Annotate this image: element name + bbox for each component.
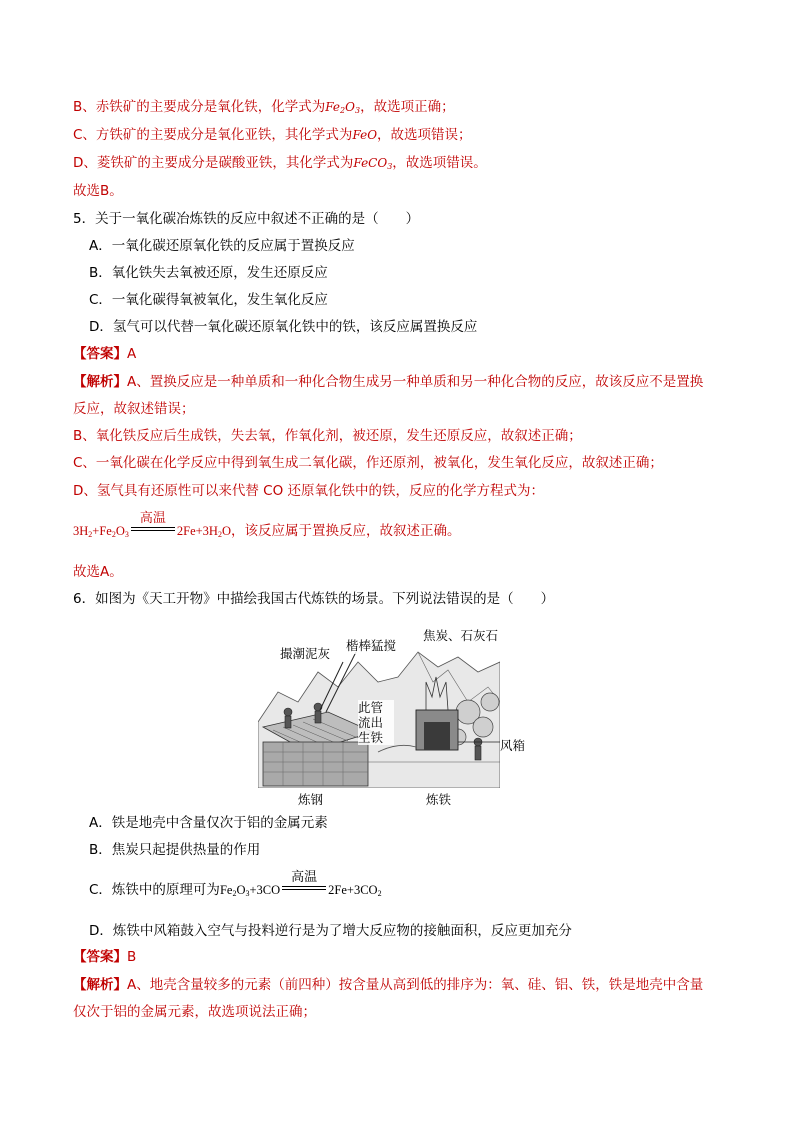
answer-value: B	[127, 949, 137, 965]
caption-steelmaking: 炼钢	[298, 792, 324, 807]
q6-option-c-prefix: C．炼铁中的原理可为	[89, 882, 220, 898]
q5-answer	[73, 344, 136, 364]
q5-equation-line	[73, 511, 461, 545]
label-bellows: 风箱	[500, 738, 526, 753]
label-mud-ash: 撮潮泥灰	[280, 646, 331, 661]
q5-analysis-a1	[73, 372, 703, 392]
answer-tag: 【答案】	[73, 949, 127, 965]
analysis-text: A、置换反应是一种单质和一种化合物生成另一种单质和另一种化合物的反应，故该反应不是置换	[127, 374, 704, 390]
equation-products: $2Fe+3H_2O$	[176, 524, 231, 539]
ironmaking-illustration	[258, 628, 526, 807]
label-coke-limestone: 焦炭、石灰石	[423, 628, 499, 643]
q6-analysis-a1	[73, 975, 703, 995]
prev-answer-d	[73, 153, 487, 177]
label-pig-iron-pipe: 此管流出生铁	[358, 700, 394, 745]
q5-option-c: C．一氧化碳得氧被氧化，发生氧化反应	[89, 292, 328, 308]
equation-fe2o3-co: $Fe_2O_3+3CO$	[219, 883, 281, 898]
q6-answer	[73, 947, 136, 967]
q5-option-d: D．氢气可以代替一氧化碳还原氧化铁中的铁，该反应属置换反应	[89, 319, 478, 335]
q5-analysis-a2: 反应，故叙述错误；	[73, 401, 195, 417]
analysis-tag: 【解析】	[73, 977, 127, 993]
q6-option-d: D．炼铁中风箱鼓入空气与投料逆行是为了增大反应物的接触面积，反应更加充分	[89, 923, 572, 939]
q5-option-a: A．一氧化碳还原氧化铁的反应属于置换反应	[89, 238, 355, 254]
q5-analysis-d: D、氢气具有还原性可以来代替 CO 还原氧化铁中的铁，反应的化学方程式为：	[73, 483, 545, 499]
analysis-text: A、地壳含量较多的元素（前四种）按含量从高到低的排序为：氧、硅、铝、铁，铁是地壳中含量	[127, 977, 704, 993]
prev-conclusion: 故选B。	[73, 183, 123, 199]
answer-value: A	[127, 346, 137, 362]
formula-feco3: FeCO$_3$	[353, 156, 393, 171]
prev-answer-b-tail: ，故选项正确；	[360, 99, 455, 115]
analysis-tag: 【解析】	[73, 374, 127, 390]
q5-stem: 5．关于一氧化碳冶炼铁的反应中叙述不正确的是（ ）	[73, 211, 420, 227]
prev-answer-b-text: B、赤铁矿的主要成分是氧化铁，化学式为	[73, 99, 326, 115]
equation-arrow	[131, 511, 175, 537]
q6-option-b: B．焦炭只起提供热量的作用	[89, 842, 261, 858]
q6-option-a: A．铁是地壳中含量仅次于铝的金属元素	[89, 815, 328, 831]
q5-conclusion: 故选A。	[73, 564, 123, 580]
caption-ironmaking: 炼铁	[426, 792, 452, 807]
q5-analysis-c: C、一氧化碳在化学反应中得到氧生成二氧化碳，作还原剂，被氧化，发生氧化反应，故叙述正确；	[73, 455, 663, 471]
q6-option-c	[89, 870, 382, 904]
q5-option-b: B．氧化铁失去氧被还原，发生还原反应	[89, 265, 328, 281]
equation-condition: 高温	[139, 511, 166, 526]
q5-analysis-b: B、氧化铁反应后生成铁，失去氧，作氧化剂，被还原，发生还原反应，故叙述正确；	[73, 428, 582, 444]
formula-feo: FeO	[352, 128, 378, 142]
q6-analysis-a2: 仅次于铝的金属元素，故选项说法正确；	[73, 1004, 316, 1020]
equation-arrow	[282, 870, 326, 896]
equation-tail: ，该反应属于置换反应，故叙述正确。	[230, 523, 461, 539]
label-stirring: 楷棒猛搅	[346, 638, 397, 653]
prev-answer-c-tail: ，故选项错误；	[377, 127, 472, 143]
prev-answer-c-text: C、方铁矿的主要成分是氧化亚铁，其化学式为	[73, 127, 353, 143]
prev-answer-c	[73, 125, 472, 145]
equation-condition: 高温	[291, 870, 318, 885]
q6-stem: 6．如图为《天工开物》中描绘我国古代炼铁的场景。下列说法错误的是（ ）	[73, 591, 555, 607]
equation-h2-fe2o3: $3H_2+Fe_2O_3$	[73, 524, 129, 539]
equation-fe-co2: $2Fe+3CO_2$	[328, 883, 382, 898]
answer-tag: 【答案】	[73, 346, 127, 362]
prev-answer-d-tail: ，故选项错误。	[392, 155, 487, 171]
formula-fe2o3: $Fe_2O_3$	[325, 100, 361, 115]
prev-answer-b	[73, 97, 455, 121]
prev-answer-d-text: D、菱铁矿的主要成分是碳酸亚铁，其化学式为	[73, 155, 354, 171]
